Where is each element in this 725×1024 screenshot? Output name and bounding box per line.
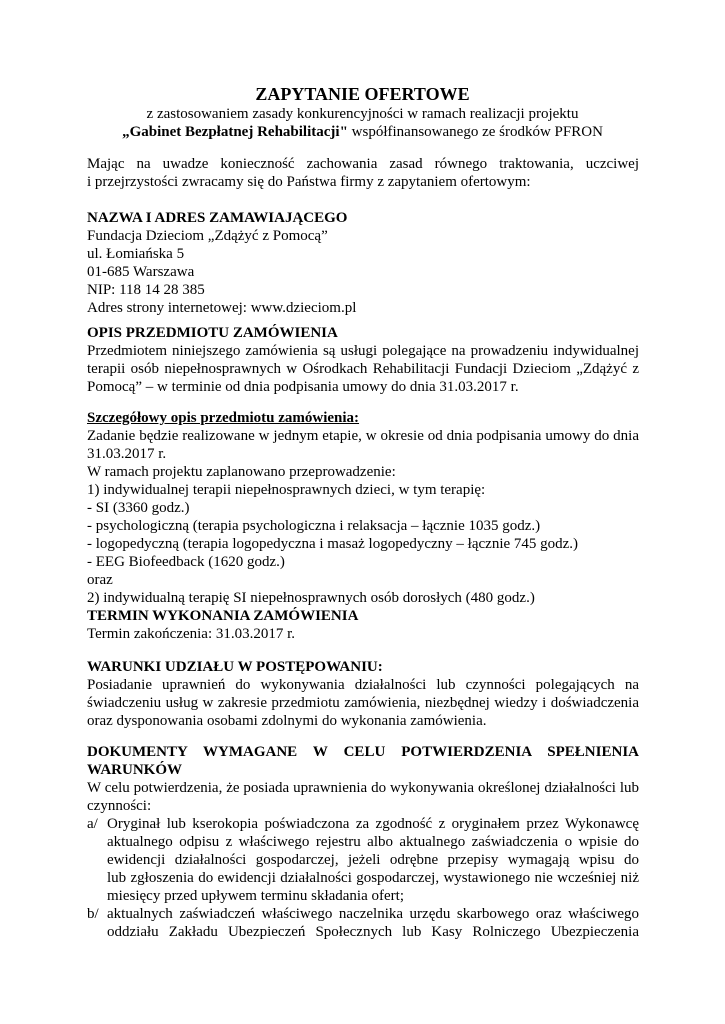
subject-heading: OPIS PRZEDMIOTU ZAMÓWIENIA xyxy=(87,325,338,341)
details-section xyxy=(87,409,639,607)
documents-section xyxy=(87,743,639,941)
subject-section xyxy=(87,324,639,396)
subject-line: Pomocą” – w terminie od dnia podpisania umowy do dnia 31.03.2017 r. xyxy=(87,379,519,395)
subject-line: terapii osób niepełnosprawnych w Ośrodkach Rehabilitacji Fundacji Dzieciom „Zdążyć z xyxy=(87,361,639,377)
details-line: W ramach projektu zaplanowano przeprowadzenie: xyxy=(87,464,396,480)
orderer-nip: NIP: 118 14 28 385 xyxy=(87,282,205,298)
list-item-a xyxy=(87,815,639,905)
documents-heading: WARUNKÓW xyxy=(87,762,183,778)
orderer-city: 01-685 Warszawa xyxy=(87,264,195,280)
deadline-line: Termin zakończenia: 31.03.2017 r. xyxy=(87,626,296,642)
deadline-section xyxy=(87,607,639,643)
details-line: oraz xyxy=(87,572,113,588)
list-item-line: ewidencji działalności gospodarczej, jeżeli odrębne przepisy wymagają wpisu do xyxy=(107,852,639,868)
intro-line: i przejrzystości zwracamy się do Państwa firmy z zapytaniem ofertowym: xyxy=(87,174,531,190)
documents-intro: czynności: xyxy=(87,798,152,814)
list-item-line: aktualnego odpisu z właściwego rejestru albo aktualnego zaświadczenia o wpisie do xyxy=(107,834,639,850)
details-line: - psychologiczną (terapia psychologiczna i relaksacja – łącznie 1035 godz.) xyxy=(87,518,541,534)
subject-line: Przedmiotem niniejszego zamówienia są usługi polegające na prowadzeniu indywidualnej xyxy=(87,343,639,359)
details-line: 1) indywidualnej terapii niepełnosprawnych dzieci, w tym terapię: xyxy=(87,482,486,498)
conditions-line: oraz dysponowania osobami zdolnymi do wykonania zamówienia. xyxy=(87,713,487,729)
list-item-line: lub zgłoszenia do ewidencji działalności gospodarczej, wystawionego nie wcześniej niż xyxy=(107,870,639,886)
details-line: - SI (3360 godz.) xyxy=(87,500,190,516)
documents-heading: DOKUMENTY WYMAGANE W CELU POTWIERDZENIA SPEŁNIENIA xyxy=(87,744,639,760)
documents-intro: W celu potwierdzenia, że posiada uprawnienia do wykonywania określonej działalności lub xyxy=(87,780,639,796)
orderer-website: Adres strony internetowej: www.dzieciom.pl xyxy=(87,300,357,316)
list-marker: a/ xyxy=(87,816,98,832)
details-line: - logopedyczną (terapia logopedyczna i masaż logopedyczny – łącznie 745 godz.) xyxy=(87,536,579,552)
deadline-heading: TERMIN WYKONANIA ZAMÓWIENIA xyxy=(87,608,359,624)
intro-paragraph xyxy=(87,155,639,191)
conditions-line: świadczeniu usług w zakresie przedmiotu zamówienia, niezbędnej wiedzy i doświadczenia xyxy=(87,695,639,711)
document-subtitle: z zastosowaniem zasady konkurencyjności w ramach realizacji projektu xyxy=(146,106,579,122)
orderer-street: ul. Łomiańska 5 xyxy=(87,246,185,262)
orderer-heading: NAZWA I ADRES ZAMAWIAJĄCEGO xyxy=(87,210,348,226)
details-line: Zadanie będzie realizowane w jednym etapie, w okresie od dnia podpisania umowy do dnia xyxy=(87,428,639,444)
conditions-section xyxy=(87,658,639,730)
list-item-b xyxy=(87,905,639,941)
details-heading: Szczegółowy opis przedmiotu zamówienia: xyxy=(87,410,360,426)
list-item-line: miesięcy przed upływem terminu składania ofert; xyxy=(107,888,404,904)
document-title: ZAPYTANIE OFERTOWE xyxy=(255,84,470,104)
list-item-line: aktualnych zaświadczeń właściwego naczelnika urzędu skarbowego oraz właściwego xyxy=(107,906,639,922)
intro-line: Mając na uwadze konieczność zachowania zasad równego traktowania, uczciwej xyxy=(87,156,639,172)
project-funding: współfinansowanego ze środków PFRON xyxy=(347,124,603,140)
orderer-name: Fundacja Dzieciom „Zdążyć z Pomocą” xyxy=(87,228,328,244)
conditions-heading: WARUNKI UDZIAŁU W POSTĘPOWANIU: xyxy=(87,659,383,675)
details-line: 31.03.2017 r. xyxy=(87,446,167,462)
list-item-line: oddziału Zakładu Ubezpieczeń Społecznych lub Kasy Rolniczego Ubezpieczenia xyxy=(107,924,639,940)
orderer-section xyxy=(87,209,639,317)
list-item-line: Oryginał lub kserokopia poświadczona za zgodność z oryginałem przez Wykonawcę xyxy=(107,816,639,832)
details-line: - EEG Biofeedback (1620 godz.) xyxy=(87,554,285,570)
project-name: „Gabinet Bezpłatnej Rehabilitacji" xyxy=(122,124,348,140)
project-name-line xyxy=(0,123,725,141)
conditions-line: Posiadanie uprawnień do wykonywania działalności lub czynności polegających na xyxy=(87,677,639,693)
details-line: 2) indywidualną terapię SI niepełnosprawnych osób dorosłych (480 godz.) xyxy=(87,590,535,606)
list-marker: b/ xyxy=(87,906,99,922)
